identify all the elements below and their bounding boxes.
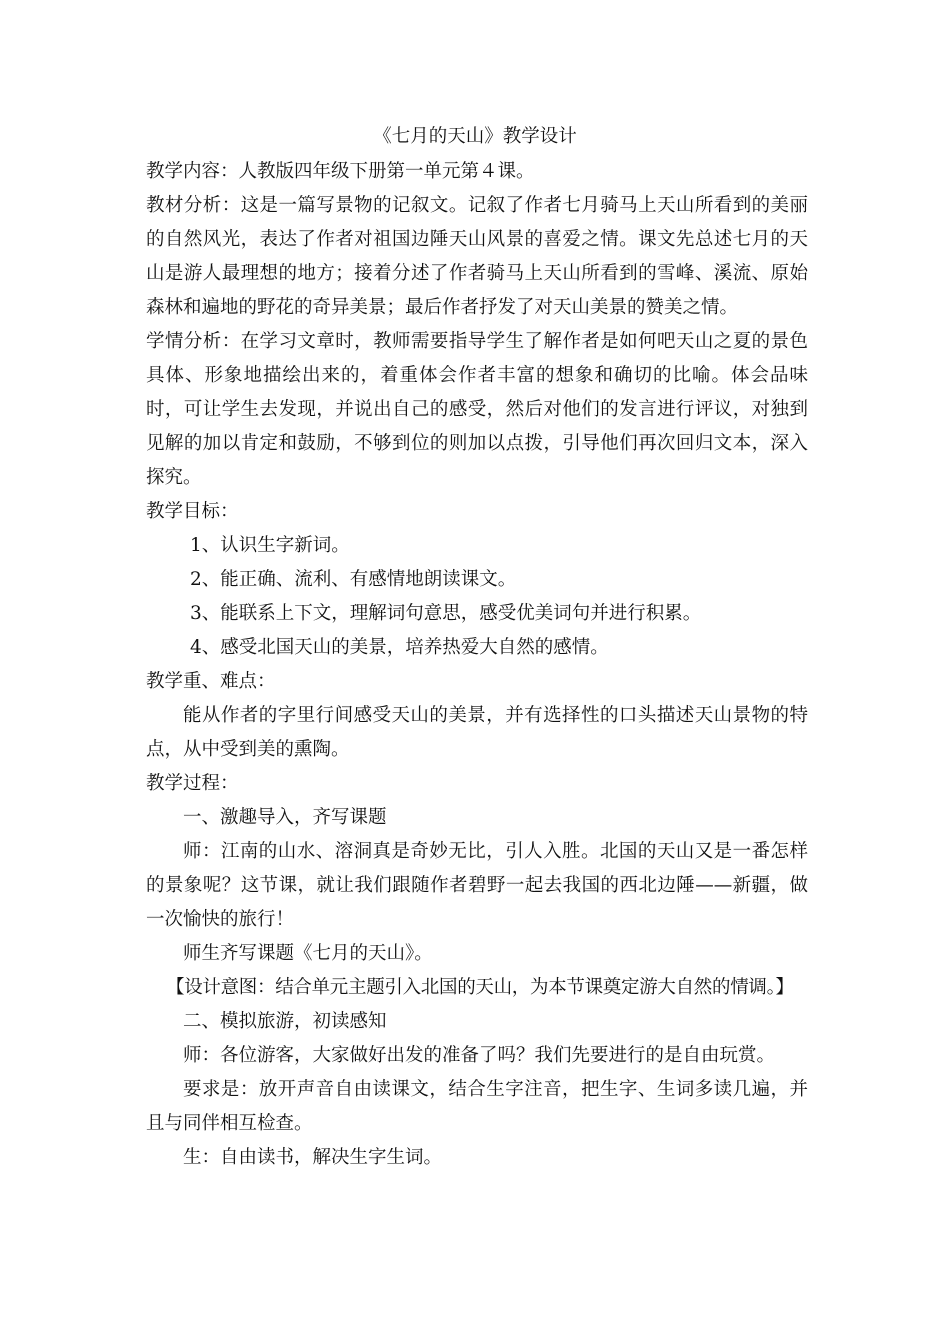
goals-heading: 教学目标：	[146, 501, 239, 522]
step1-action: 师生齐写课题《七月的天山》。	[183, 943, 433, 964]
step1-teacher: 师：江南的山水、溶洞真是奇妙无比，引人入胜。北国的天山又是一番怎样的景象呢？这节课，就让我们跟随作者碧野一起去我国的西北边陲——新疆，做一次愉快的旅行！	[146, 841, 808, 930]
step1-title: 一、激趣导入，齐写课题	[183, 807, 387, 828]
step2-teacher: 师：各位游客，大家做好出发的准备了吗？我们先要进行的是自由玩赏。	[183, 1045, 776, 1066]
step2-requirement: 要求是：放开声音自由读课文，结合生字注音，把生字、生词多读几遍，并且与同伴相互检查。	[146, 1079, 808, 1134]
step1-design-intent: 【设计意图：结合单元主题引入北国的天山，为本节课奠定游大自然的情调。】	[166, 977, 794, 998]
textbook-analysis: 教材分析：这是一篇写景物的记叙文。记叙了作者七月骑马上天山所看到的美丽的自然风光，表达了作者对祖国边陲天山风景的喜爱之情。课文先总述七月的天山是游人最理想的地方；接着分述了作者骑马上天山所看到的雪峰、溪流、原始森林和遍地的野花的奇异美景；最后作者抒发了对天山美景的赞美之情。	[146, 195, 808, 318]
process-heading: 教学过程：	[146, 773, 239, 794]
step2-student: 生：自由读书，解决生字生词。	[183, 1147, 443, 1168]
learner-analysis: 学情分析：在学习文章时，教师需要指导学生了解作者是如何吧天山之夏的景色具体、形象地描绘出来的，着重体会作者丰富的想象和确切的比喻。体会品味时，可让学生去发现，并说出自己的感受，然后对他们的发言进行评议，对独到见解的加以肯定和鼓励，不够到位的则加以点拨，引导他们再次回归文本，深入探究。	[146, 331, 808, 488]
step2-title: 二、模拟旅游，初读感知	[183, 1011, 387, 1032]
teaching-content: 教学内容：人教版四年级下册第一单元第４课。	[146, 161, 535, 182]
goal-item: 1、认识生字新词。	[190, 535, 350, 556]
document-body	[146, 155, 808, 1175]
key-points-heading: 教学重、难点：	[146, 671, 276, 692]
goal-item: 2、能正确、流利、有感情地朗读课文。	[190, 569, 517, 590]
goal-item: 3、能联系上下文，理解词句意思，感受优美词句并进行积累。	[190, 603, 702, 624]
goal-item: 4、感受北国天山的美景，培养热爱大自然的感情。	[190, 637, 609, 658]
key-points-text: 能从作者的字里行间感受天山的美景，并有选择性的口头描述天山景物的特点，从中受到美的熏陶。	[146, 705, 808, 760]
document-title: 《七月的天山》教学设计	[373, 126, 577, 147]
